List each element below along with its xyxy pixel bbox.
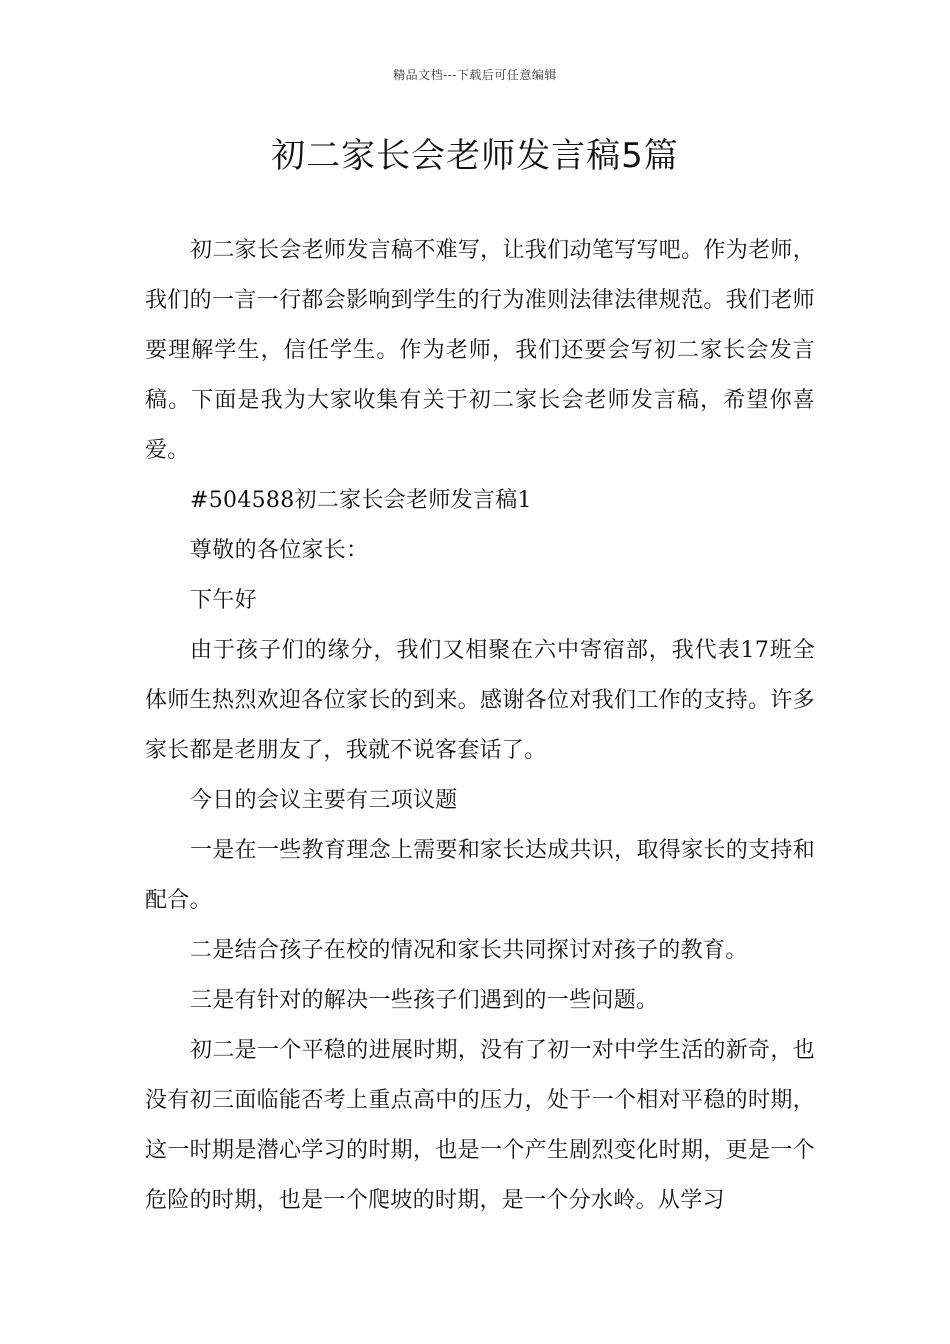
- body-paragraph: 由于孩子们的缘分，我们又相聚在六中寄宿部，我代表17班全体师生热烈欢迎各位家长的到来。感谢各位对我们工作的支持。许多家长都是老朋友了，我就不说客套话了。: [145, 638, 815, 763]
- body-paragraph: 初二是一个平稳的进展时期，没有了初一对中学生活的新奇，也没有初三面临能否考上重点高中的压力，处于一个相对平稳的时期，这一时期是潜心学习的时期，也是一个产生剧烈变化时期，更是一个危险的时期，也是一个爬坡的时期，是一个分水岭。从学习: [145, 1038, 815, 1213]
- agenda-item: 一是在一些教育理念上需要和家长达成共识，取得家长的支持和配合。: [145, 838, 815, 913]
- salutation: 尊敬的各位家长：: [190, 538, 369, 563]
- greeting: 下午好: [190, 588, 257, 613]
- intro-paragraph: 初二家长会老师发言稿不难写，让我们动笔写写吧。作为老师，我们的一言一行都会影响到学生的行为准则法律法律规范。我们老师要理解学生，信任学生。作为老师，我们还要会写初二家长会发言稿。下面是我为大家收集有关于初二家长会老师发言稿，希望你喜爱。: [145, 238, 815, 463]
- page-header: 精品文档---下载后可任意编辑: [393, 68, 557, 82]
- body-paragraph: 今日的会议主要有三项议题: [190, 788, 458, 813]
- section-heading: #504588初二家长会老师发言稿1: [190, 488, 532, 513]
- document-body: [145, 226, 815, 1226]
- agenda-item: 三是有针对的解决一些孩子们遇到的一些问题。: [190, 988, 659, 1013]
- agenda-item: 二是结合孩子在校的情况和家长共同探讨对孩子的教育。: [190, 938, 748, 963]
- document-title: 初二家长会老师发言稿5篇: [271, 136, 679, 176]
